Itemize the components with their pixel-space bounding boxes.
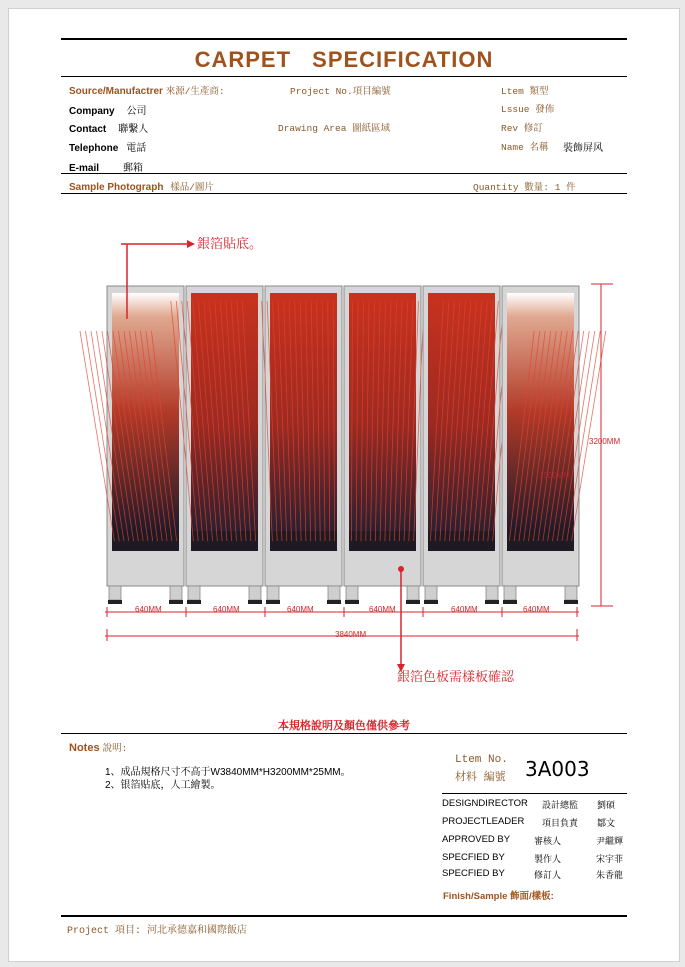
silver-foil-note: 銀箔貼底。	[197, 236, 263, 251]
panel-dim-label-3: 640MM	[287, 605, 314, 614]
screen-panel	[344, 286, 424, 604]
note-item-2: 2、银箔贴底，人工繪製。	[105, 780, 221, 791]
foil-arrow-head	[187, 240, 195, 248]
top-rule	[61, 38, 627, 40]
panel-dim-label-6: 640MM	[523, 605, 550, 614]
signature-role: DESIGNDIRECTOR	[442, 798, 528, 809]
spec-sheet	[8, 8, 680, 962]
signature-role: PROJECTLEADER	[442, 816, 525, 827]
panel-dim-label-1: 640MM	[135, 605, 162, 614]
header-rule	[61, 76, 627, 77]
screen-panel	[262, 286, 342, 604]
signature-role-cn: 項目負責	[542, 818, 579, 828]
notes-rule	[61, 733, 627, 734]
material-label-1: Ltem No.	[455, 754, 508, 766]
signature-role: SPECFIED BY	[442, 852, 505, 863]
note-item-1: 1、成品規格尺寸不高于W3840MM*H3200MM*25MM。	[105, 767, 351, 778]
telephone-label: Telephone 電話	[69, 143, 147, 154]
signature-name: 尹繼輝	[596, 836, 624, 846]
footer-project: Project 項目: 河北承德嘉和國際飯店	[67, 926, 248, 937]
screen-panel	[171, 286, 263, 604]
disclaimer: 本規格說明及顏色僅供參考	[278, 720, 410, 732]
screen-panel	[80, 286, 184, 604]
rev-label: Rev 修訂	[501, 123, 543, 134]
signature-role-cn: 設計總監	[542, 800, 579, 810]
notes-label: Notes 說明:	[69, 742, 128, 754]
signature-name: 宋宇菲	[596, 854, 624, 864]
inner-dim-label: 1500MM	[539, 471, 571, 480]
height-dim-label: 3200MM	[589, 437, 621, 446]
sample-bottom-rule	[61, 193, 627, 194]
page-title: CARPET SPECIFICATION	[194, 47, 494, 72]
screen-panel	[423, 286, 515, 604]
signature-role: APPROVED BY	[442, 834, 511, 845]
material-code: 3A003	[525, 757, 590, 781]
signature-name: 鄒文	[597, 818, 616, 828]
panel-dim-label-4: 640MM	[369, 605, 396, 614]
project-no-label: Project No.項目編號	[290, 86, 391, 97]
silver-board-note: 銀箔色板需樣板確認	[397, 669, 515, 684]
total-dim-label: 3840MM	[335, 630, 367, 639]
panels	[80, 286, 606, 604]
signature-role-cn: 製作人	[534, 854, 562, 864]
panel-dim-label-2: 640MM	[213, 605, 240, 614]
signature-role: SPECFIED BY	[442, 868, 505, 879]
quantity-label: Quantity 數量: 1 件	[473, 182, 576, 193]
signature-name: 朱香龍	[596, 870, 624, 880]
contact-label: Contact 聯繫人	[69, 124, 149, 135]
signature-rule	[442, 793, 627, 794]
signature-name: 劉碩	[597, 800, 616, 810]
email-label: E-mail 郵箱	[69, 163, 144, 174]
signature-role-cn: 修訂人	[534, 870, 562, 880]
issue-label: Lssue 發佈	[501, 104, 555, 115]
drawing-area-label: Drawing Area 圖紙區域	[278, 123, 391, 134]
footer-rule	[61, 915, 627, 917]
item-type-label: Ltem 類型	[501, 86, 549, 97]
material-label-2: 材料 編號	[455, 772, 506, 784]
name-value: 裝飾屏风	[563, 143, 603, 154]
name-label: Name 名稱	[501, 142, 549, 153]
signature-role-cn: 審核人	[534, 836, 562, 846]
source-label: Source/Manufactrer 來源/生產商:	[69, 86, 225, 97]
sample-label: Sample Photograph 樣品/圖片	[69, 182, 214, 193]
finish-sample-label: Finish/Sample 飾面/樣板:	[443, 891, 554, 902]
company-label: Company 公司	[69, 106, 147, 117]
sample-rule	[61, 173, 627, 174]
panel-dim-label-5: 640MM	[451, 605, 478, 614]
